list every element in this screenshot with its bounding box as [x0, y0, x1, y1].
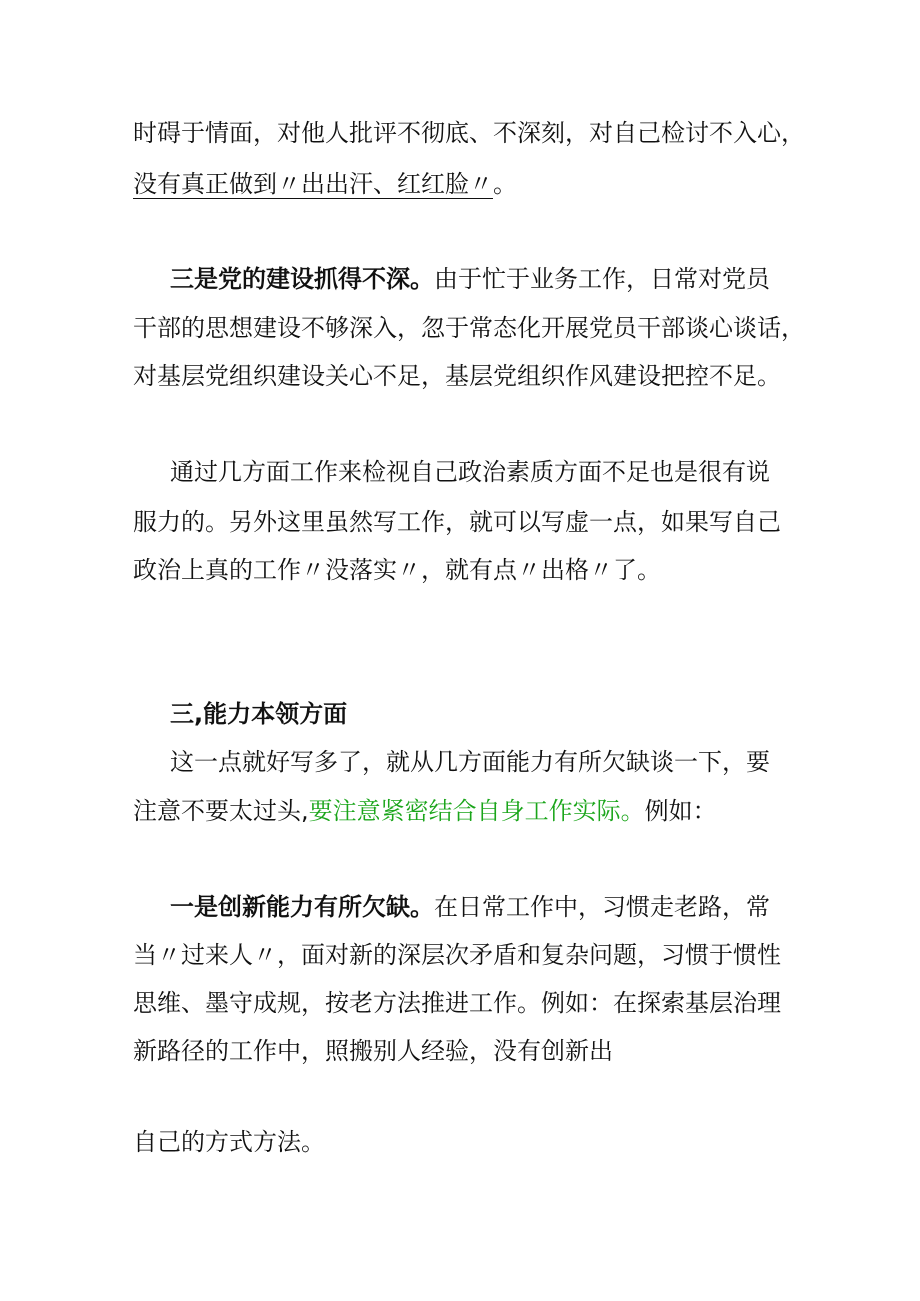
paragraph-5-line-2: 当〃过来人〃，面对新的深层次矛盾和复杂问题，习惯于惯性	[133, 941, 781, 969]
paragraph-3-line-2: 服力的。另外这里虽然写工作，就可以写虚一点，如果写自己	[133, 508, 781, 536]
paragraph-1-line-1: 时碍于情面，对他人批评不彻底、不深刻，对自己检讨不入心，	[133, 119, 805, 147]
paragraph-1-line-2	[133, 167, 833, 201]
line-start: 注意不要太过头,	[133, 797, 309, 825]
bold-lead-sentence: 三是党的建设抓得不深。	[170, 265, 434, 293]
section-heading: 三,能力本领方面	[170, 700, 348, 728]
paragraph-4-line-1: 这一点就好写多了，就从几方面能力有所欠缺谈一下，要	[170, 748, 770, 776]
green-highlight-phrase: 要注意紧密结合自身工作实际。	[308, 797, 645, 825]
line-rest: 在日常工作中，习惯走老路，常	[434, 893, 770, 921]
paragraph-2-line-1	[170, 262, 870, 296]
paragraph-3-line-1: 通过几方面工作来检视自己政治素质方面不足也是很有说	[170, 458, 770, 486]
paragraph-5-line-3: 思维、墨守成规，按老方法推进工作。例如：在探索基层治理	[133, 989, 781, 1017]
paragraph-3-line-3: 政治上真的工作〃没落实〃，就有点〃出格〃了。	[133, 556, 661, 584]
paragraph-6-line-1: 自己的方式方法。	[133, 1128, 325, 1156]
paragraph-2-line-2: 干部的思想建设不够深入，忽于常态化开展党员干部谈心谈话，	[133, 314, 805, 342]
line-end: 例如：	[644, 797, 717, 825]
underlined-phrase: 没有真正做到〃出出汗、红红脸〃	[133, 170, 493, 198]
paragraph-5-line-4: 新路径的工作中，照搬别人经验，没有创新出	[133, 1037, 613, 1065]
line-tail: 。	[493, 170, 517, 198]
paragraph-2-line-3: 对基层党组织建设关心不足，基层党组织作风建设把控不足。	[133, 362, 781, 390]
paragraph-5-line-1	[170, 890, 870, 924]
paragraph-4-line-2	[133, 794, 833, 828]
bold-lead-sentence: 一是创新能力有所欠缺。	[170, 893, 434, 921]
line-rest: 由于忙于业务工作，日常对党员	[434, 265, 770, 293]
